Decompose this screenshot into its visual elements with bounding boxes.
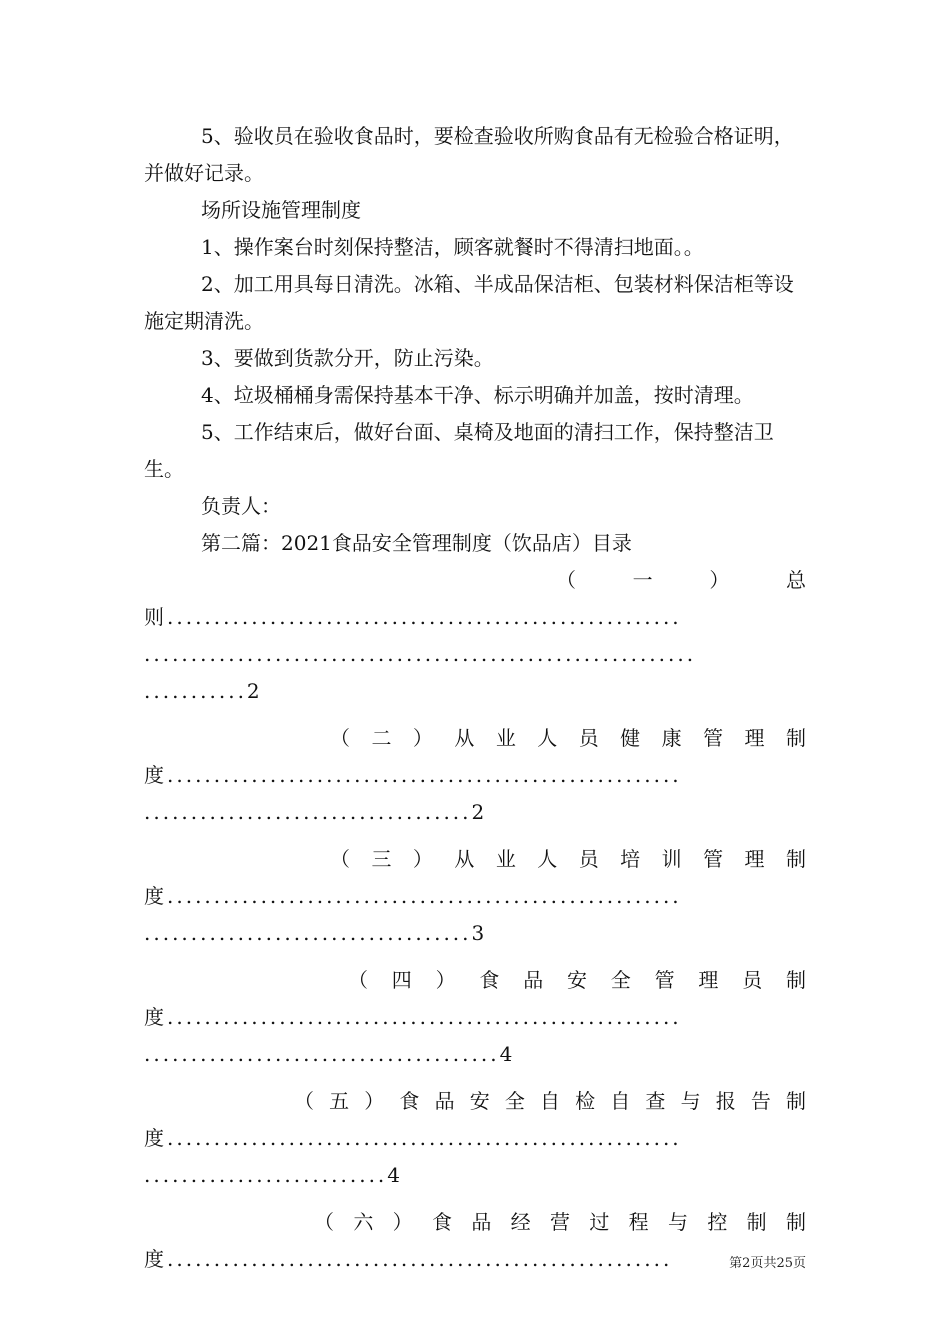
paragraph-6: 5、工作结束后，做好台面、桌椅及地面的清扫工作，保持整洁卫生。 (144, 420, 774, 481)
toc-entry-title: （一）总 (556, 568, 806, 592)
page-footer: 第2页共25页 (729, 1256, 806, 1271)
toc-entry-3 (144, 841, 806, 952)
toc-dots: 度....................................................... (144, 884, 682, 908)
toc-entry-5 (144, 1083, 806, 1194)
toc-page-number: ...........2 (144, 679, 263, 703)
paragraph-2: 1、操作案台时刻保持整洁，顾客就餐时不得清扫地面。。 (201, 235, 704, 259)
paragraph-3: 2、加工用具每日清洗。冰箱、半成品保洁柜、包装材料保洁柜等设施定期清洗。 (144, 272, 794, 333)
paragraph-4: 3、要做到货款分开，防止污染。 (201, 346, 494, 370)
chapter-two-title: 第二篇：2021食品安全管理制度（饮品店）目录 (201, 531, 632, 555)
toc-entry-title: （五）食品安全自检自查与报告制 (294, 1089, 806, 1113)
paragraph-5: 4、垃圾桶桶身需保持基本干净、标示明确并加盖，按时清理。 (201, 383, 754, 407)
toc-page-number: ...................................2 (144, 800, 488, 824)
toc-entry-2 (144, 720, 806, 831)
toc-page-number: ...................................3 (144, 921, 488, 945)
paragraph-1: 5、验收员在验收食品时，要检查验收所购食品有无检验合格证明，并做好记录。 (144, 124, 794, 185)
toc-entry-title: （二）从业人员健康管理制 (330, 726, 806, 750)
responsible-person: 负责人： (201, 494, 281, 518)
toc-dots: 度...................................................... (144, 1247, 673, 1271)
toc-dots: 度....................................................... (144, 763, 682, 787)
toc-entry-4 (144, 962, 806, 1073)
toc-dots: 度....................................................... (144, 1005, 682, 1029)
toc-entry-title: （六）食品经营过程与控制制 (314, 1210, 806, 1234)
toc-page-number: ..........................4 (144, 1163, 404, 1187)
toc-page-number: ......................................4 (144, 1042, 516, 1066)
document-body (144, 118, 806, 1278)
toc-dots: ........................................................... (144, 642, 697, 666)
toc-dots: 度....................................................... (144, 1126, 682, 1150)
toc-entry-title: （三）从业人员培训管理制 (330, 847, 806, 871)
toc-dots: 则....................................................... (144, 605, 682, 629)
toc-entry-1 (144, 562, 806, 710)
section-heading-facility: 场所设施管理制度 (201, 198, 361, 222)
toc-entry-title: （四）食品安全管理员制 (348, 968, 806, 992)
